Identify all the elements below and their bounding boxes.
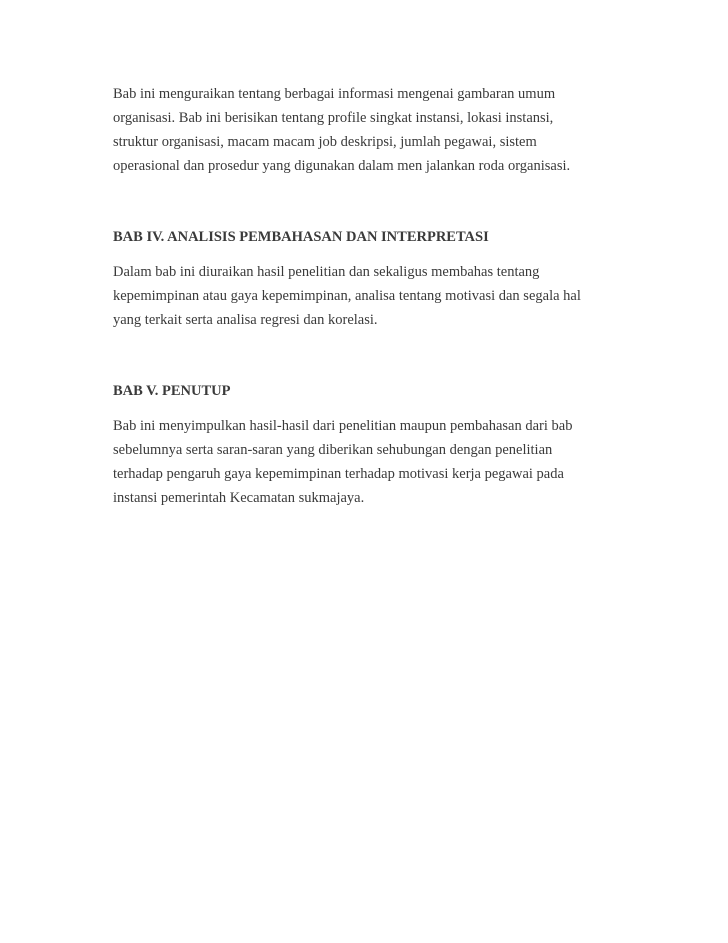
intro-line-1: Bab ini menguraikan tentang berbagai informasi mengenai gambaran umum — [113, 86, 556, 102]
bab4-line-1: Dalam bab ini diuraikan hasil penelitian dan sekaligus membahas tentang — [113, 264, 540, 280]
bab5-heading: BAB V. PENUTUP — [113, 383, 231, 399]
intro-line-4: operasional dan prosedur yang digunakan dalam men jalankan roda organisasi. — [113, 158, 571, 174]
bab5-paragraph — [113, 414, 623, 510]
heading-spacer — [113, 403, 623, 414]
section-spacer — [113, 178, 623, 225]
bab5-line-1: Bab ini menyimpulkan hasil-hasil dari penelitian maupun pembahasan dari bab — [113, 418, 573, 434]
section-spacer — [113, 332, 623, 379]
bab5-line-2: sebelumnya serta saran-saran yang diberikan sehubungan dengan penelitian — [113, 442, 553, 458]
bab4-line-2: kepemimpinan atau gaya kepemimpinan, analisa tentang motivasi dan segala hal — [113, 288, 581, 304]
bab4-paragraph — [113, 260, 623, 332]
intro-paragraph — [113, 82, 623, 178]
document-body — [113, 82, 623, 510]
intro-line-3: struktur organisasi, macam macam job deskripsi, jumlah pegawai, sistem — [113, 134, 537, 150]
bab4-line-3: yang terkait serta analisa regresi dan korelasi. — [113, 312, 378, 328]
bab4-heading: BAB IV. ANALISIS PEMBAHASAN DAN INTERPRETASI — [113, 229, 489, 245]
bab5-line-4: instansi pemerintah Kecamatan sukmajaya. — [113, 490, 365, 506]
heading-spacer — [113, 249, 623, 260]
bab5-line-3: terhadap pengaruh gaya kepemimpinan terhadap motivasi kerja pegawai pada — [113, 466, 564, 482]
intro-line-2: organisasi. Bab ini berisikan tentang profile singkat instansi, lokasi instansi, — [113, 110, 554, 126]
